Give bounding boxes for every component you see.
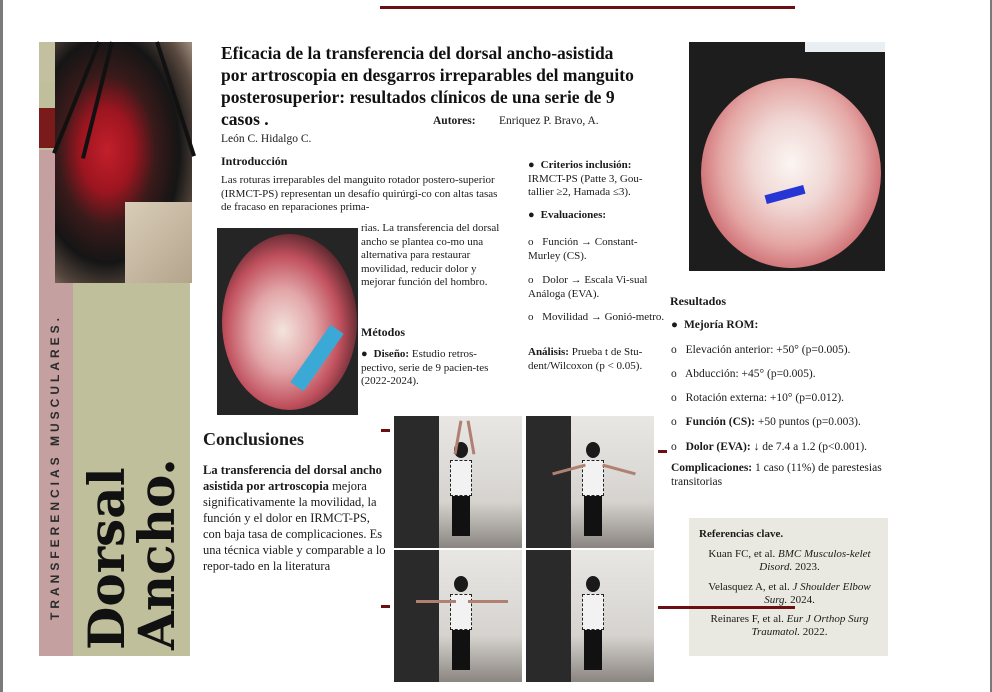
poster-title: Eficacia de la transferencia del dorsal ancho-asistida por artroscopia en desgarros irreparables del manguito posterosuperior: resultados clínicos de una serie de 9 casos . bbox=[221, 43, 634, 129]
bullet-icon: ● bbox=[671, 319, 678, 331]
intro-heading: Introducción bbox=[221, 154, 288, 168]
circle-bullet-icon: o bbox=[671, 441, 677, 453]
circle-bullet-icon: o bbox=[671, 416, 677, 428]
reference-authors: Reinares F, et al. bbox=[710, 613, 787, 625]
accent-tick bbox=[381, 605, 390, 608]
reference-item bbox=[707, 581, 872, 607]
authors-line-1: Enriquez P. Bravo, A. bbox=[499, 115, 599, 127]
patient-range-of-motion-grid bbox=[390, 412, 660, 682]
reference-year: 2022. bbox=[800, 626, 828, 638]
evaluation-function-text: Función → Constant-Murley (CS). bbox=[528, 236, 638, 262]
evaluations-label: Evaluaciones: bbox=[540, 209, 607, 221]
criteria-label: Criterios inclusión: bbox=[540, 159, 632, 171]
side-band-beige-block bbox=[39, 42, 55, 82]
authors-label: Autores: bbox=[433, 115, 476, 127]
accent-tick bbox=[381, 429, 390, 432]
top-accent-rule bbox=[380, 6, 795, 9]
reference-item bbox=[707, 548, 872, 574]
reference-authors: Velasquez A, et al. bbox=[708, 581, 793, 593]
bullet-icon: ● bbox=[528, 209, 535, 221]
reference-authors: Kuan FC, et al. bbox=[708, 548, 779, 560]
references-heading: Referencias clave. bbox=[699, 528, 784, 540]
patient-photo-horizontal bbox=[394, 550, 522, 682]
conclusions-text bbox=[203, 462, 387, 574]
results-heading: Resultados bbox=[670, 294, 727, 308]
methods-criteria bbox=[528, 159, 668, 200]
reference-year: 2023. bbox=[792, 561, 820, 573]
reference-journal: BMC Musculos-kelet Disord. bbox=[759, 548, 871, 573]
circle-bullet-icon: o bbox=[671, 392, 677, 404]
evaluations-heading bbox=[528, 209, 606, 223]
bullet-icon: ● bbox=[528, 159, 535, 171]
complications-label: Complicaciones: bbox=[671, 462, 753, 474]
methods-design bbox=[361, 348, 506, 389]
circle-bullet-icon: o bbox=[528, 236, 534, 248]
side-category-label: TRANSFERENCIAS MUSCULARES. bbox=[48, 313, 62, 620]
rotation-text: Rotación externa: +10° (p=0.012). bbox=[685, 392, 845, 404]
elevation-text: Elevación anterior: +50° (p=0.005). bbox=[685, 344, 851, 356]
accent-tick bbox=[658, 450, 667, 453]
function-label: Función (CS): bbox=[685, 416, 755, 428]
arthroscopy-view-1 bbox=[217, 228, 358, 415]
function-text: +50 puntos (p=0.003). bbox=[757, 416, 861, 428]
methods-heading: Métodos bbox=[361, 325, 405, 339]
results-complications bbox=[671, 461, 916, 489]
conclusions-body: mejora significativamente la movilidad, la función y el dolor en IRMCT-PS, con baja tasa de complicaciones. Es una técnica viable y comparable a lo repor-tado en la literatura bbox=[203, 479, 386, 573]
evaluation-mobility-text: Movilidad → Gonió-metro. bbox=[542, 311, 665, 323]
pain-label: Dolor (EVA): bbox=[685, 441, 751, 453]
criteria-text: IRMCT-PS (Patte 3, Gou-tallier ≥2, Hamada ≤3). bbox=[528, 172, 643, 198]
abduction-text: Abducción: +45° (p=0.005). bbox=[685, 368, 816, 380]
design-text: Estudio retros-pectivo, serie de 9 pacien-tes (2022-2024). bbox=[361, 348, 489, 387]
bullet-icon: ● bbox=[361, 348, 368, 360]
evaluation-mobility bbox=[528, 311, 668, 325]
analysis-label: Análisis: bbox=[528, 346, 569, 358]
intro-text-1: Las roturas irreparables del manguito rotador postero-superior (IRMCT-PS) representan un desafío quirúrgi-co con altas tasas de fracaso en reparaciones prima- bbox=[221, 174, 498, 213]
reference-journal: J Shoulder Elbow Surg. bbox=[764, 581, 871, 606]
circle-bullet-icon: o bbox=[671, 344, 677, 356]
design-label: Diseño: bbox=[373, 348, 410, 360]
evaluation-function bbox=[528, 236, 668, 263]
results-elevation bbox=[671, 343, 850, 357]
intro-text-2: rias. La transferencia del dorsal ancho se plantea co-mo una alternativa para restaurar movilidad, reducir dolor y mejorar función del hombro. bbox=[361, 222, 500, 288]
circle-bullet-icon: o bbox=[671, 368, 677, 380]
authors-line-2: León C. Hidalgo C. bbox=[221, 133, 312, 145]
analysis-text: Prueba t de Stu-dent/Wilcoxon (p < 0.05). bbox=[528, 346, 643, 372]
reference-item bbox=[707, 613, 872, 639]
results-pain bbox=[671, 440, 867, 454]
results-rom bbox=[671, 318, 758, 332]
pain-text: ↓ de 7.4 a 1.2 (p<0.001). bbox=[753, 441, 868, 453]
patient-photo-rotation bbox=[526, 550, 654, 682]
circle-bullet-icon: o bbox=[528, 274, 534, 286]
arthroscopy-view-2 bbox=[689, 42, 885, 271]
side-title-line-1: Dorsal bbox=[77, 467, 136, 650]
side-title bbox=[77, 458, 186, 650]
side-title-line-2: Ancho. bbox=[127, 458, 186, 650]
reference-year: 2024. bbox=[787, 594, 815, 606]
patient-photo-elevation bbox=[394, 416, 522, 548]
patient-photo-abduction bbox=[526, 416, 654, 548]
methods-analysis bbox=[528, 346, 668, 373]
evaluation-pain bbox=[528, 274, 668, 301]
reference-journal: Eur J Orthop Surg Traumatol. bbox=[751, 613, 869, 638]
complications-text: 1 caso (11%) de parestesias transitorias bbox=[671, 462, 882, 488]
evaluation-pain-text: Dolor → Escala Vi-sual Análoga (EVA). bbox=[528, 274, 648, 300]
rom-label: Mejoría ROM: bbox=[683, 319, 759, 331]
results-rotation bbox=[671, 391, 844, 405]
circle-bullet-icon: o bbox=[528, 311, 534, 323]
results-function bbox=[671, 415, 861, 429]
conclusions-bold: La transferencia del dorsal ancho asistida por artroscopia bbox=[203, 463, 382, 493]
side-band-red-block bbox=[39, 108, 55, 148]
results-abduction bbox=[671, 367, 816, 381]
accent-rule-bottom bbox=[658, 606, 795, 609]
conclusions-heading: Conclusiones bbox=[203, 429, 305, 449]
surgery-photo bbox=[55, 42, 192, 283]
references-box bbox=[689, 518, 888, 656]
page-left-edge bbox=[0, 0, 3, 692]
